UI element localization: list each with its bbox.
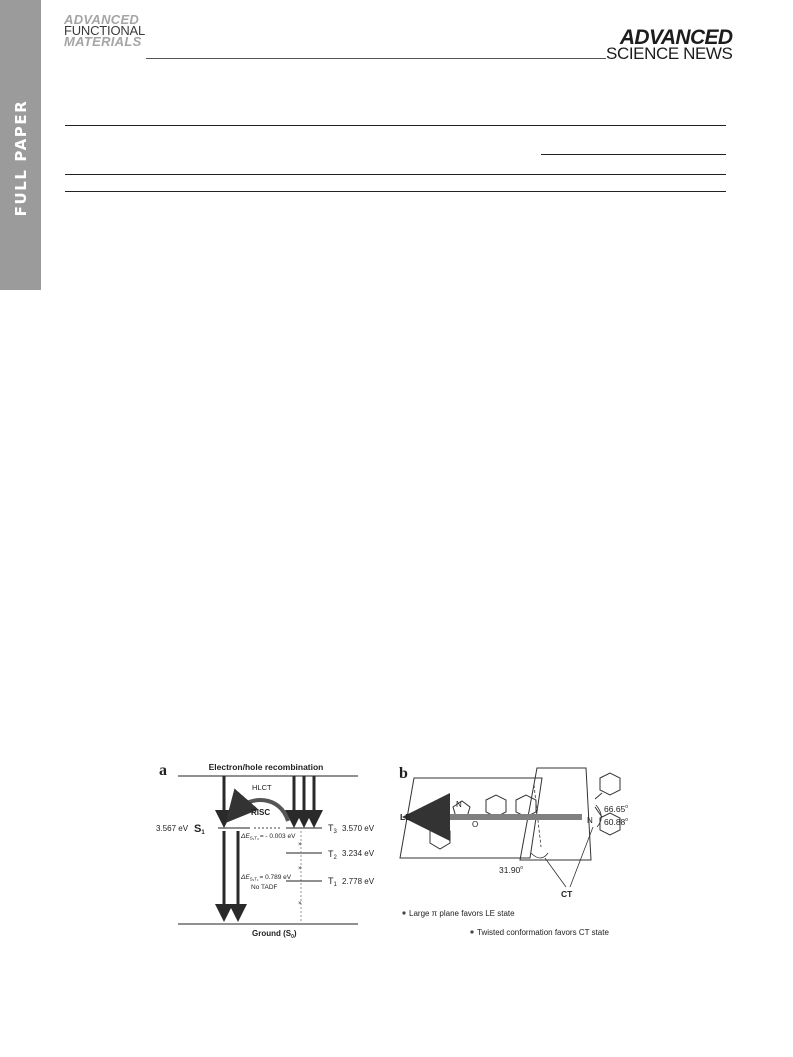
journal-logo (64, 14, 145, 47)
ground-label: Ground $(S_0)$ (252, 929, 297, 940)
s1-energy: 3.567 eV (156, 824, 189, 833)
angle-60: 60.88$^o$ (604, 817, 629, 827)
publisher-logo-line2: SCIENCE NEWS (606, 44, 733, 63)
s1-label: S1 (194, 823, 205, 836)
atom-n1: N (456, 800, 462, 809)
hlct-label: HLCT (252, 783, 272, 792)
t1-label: $T_1$ (328, 876, 337, 888)
panel-b (399, 765, 628, 937)
bullet-1 (402, 911, 405, 914)
panel-a (156, 762, 375, 940)
t3-label: $T_3$ (328, 823, 337, 835)
delta-e-s1-t3: $\Delta E_{S_1T_3}= - 0.003$ eV (241, 833, 296, 841)
no-tadf-label: No TADF (251, 884, 278, 891)
figure (150, 755, 650, 945)
side-tab-label: FULL PAPER (12, 99, 30, 217)
delta-e-s1-t1: $\Delta E_{S_1T_1}= 0.789$ eV (241, 874, 292, 882)
atom-h: H (442, 798, 448, 807)
t3-energy: 3.570 eV (342, 824, 375, 833)
publisher-logo (606, 26, 733, 63)
table-header-rule (65, 174, 726, 175)
journal-logo-line2: FUNCTIONAL (64, 23, 146, 38)
ct-pointer-1 (545, 858, 566, 887)
ic-cross-2: × (298, 866, 302, 872)
note-le: Large π plane favors LE state (409, 909, 515, 918)
ic-cross-3: × (298, 901, 302, 907)
le-label: LE (400, 812, 411, 822)
atom-o1: O (436, 805, 443, 814)
risc-label: RISC (251, 808, 271, 817)
angle-66: 66.65$^o$ (604, 804, 629, 814)
header-rule (146, 58, 606, 59)
table-group-rule (541, 154, 726, 155)
t2-energy: 3.234 eV (342, 849, 375, 858)
ct-pointer-2 (570, 827, 593, 887)
atom-n2: N (587, 816, 593, 825)
angle-arc-bottom (531, 853, 548, 858)
side-tab (0, 0, 41, 290)
panel-a-label: a (159, 762, 167, 779)
panel-b-label: b (399, 765, 408, 782)
ic-cross-1: × (298, 842, 302, 848)
recombination-title: Electron/hole recombination (208, 762, 324, 772)
t2-label: $T_2$ (328, 849, 337, 861)
angle-31: 31.90$^o$ (499, 865, 524, 875)
ct-label: CT (561, 889, 573, 899)
table-bottom-rule (65, 191, 726, 192)
t1-energy: 2.778 eV (342, 877, 375, 886)
bullet-2 (470, 930, 473, 933)
publisher-logo-line1: ADVANCED (619, 26, 733, 49)
atom-o2: O (472, 820, 479, 829)
table-top-rule (65, 125, 726, 126)
journal-logo-line3: MATERIALS (64, 34, 142, 49)
journal-logo-line1: ADVANCED (64, 12, 140, 27)
note-ct: Twisted conformation favors CT state (477, 928, 609, 937)
